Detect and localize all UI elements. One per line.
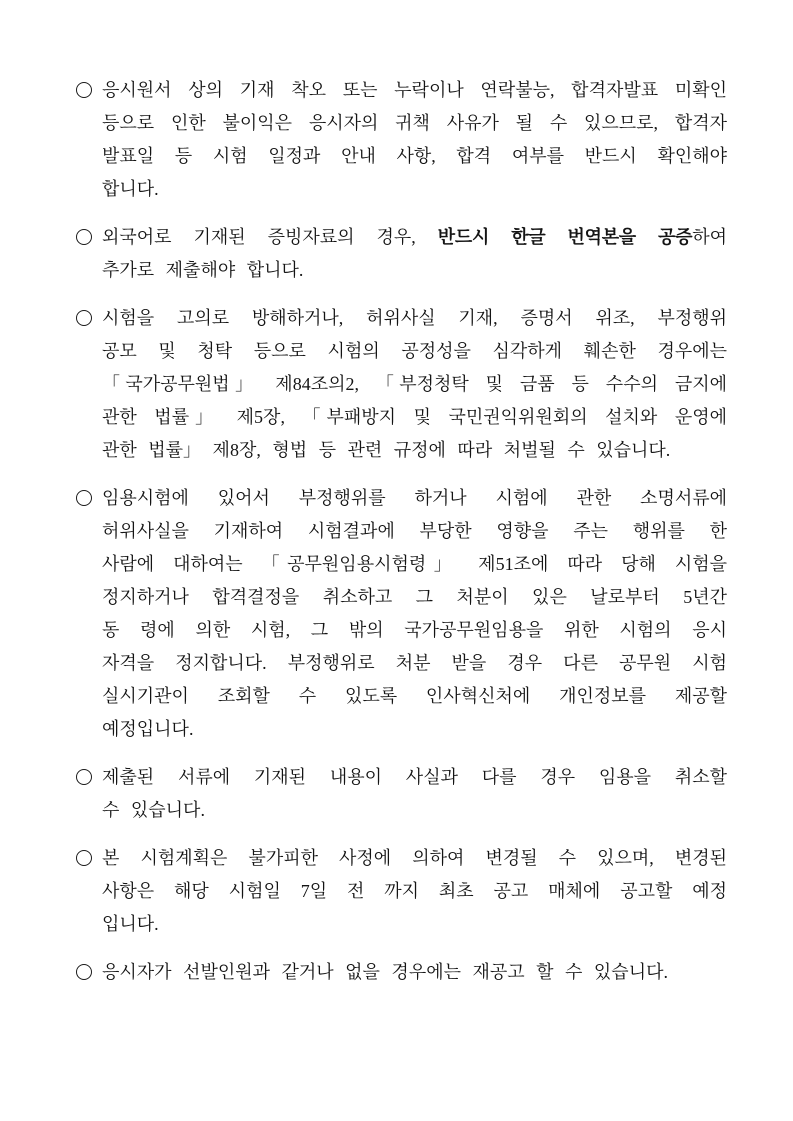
bullet-item bbox=[76, 221, 727, 287]
notice-text-line: 응시원서 상의 기재 착오 또는 누락이나 연락불능, 합격자발표 미확인 bbox=[102, 80, 727, 100]
notice-text-line: 「국가공무원법」 제84조의2, 「부정청탁 및 금품 등 수수의 금지에 bbox=[102, 374, 727, 394]
notice-text-line: 실시기관이 조회할 수 있도록 인사혁신처에 개인정보를 제공할 bbox=[102, 686, 727, 706]
notice-text-line: 정지하거나 합격결정을 취소하고 그 처분이 있은 날로부터 5년간 bbox=[102, 587, 727, 607]
bullet-item bbox=[76, 74, 727, 206]
bold-text-segment: 반드시 한글 번역본을 공증 bbox=[437, 227, 693, 247]
bullet-item bbox=[76, 842, 727, 941]
bullet-item bbox=[76, 482, 727, 746]
bullet-item bbox=[76, 302, 727, 467]
bullet-text-block bbox=[102, 761, 727, 827]
circle-bullet-icon bbox=[76, 82, 92, 98]
circle-bullet-icon bbox=[76, 964, 92, 980]
notice-text-line: 관한 법률」 제5장, 「부패방지 및 국민권익위원회의 설치와 운영에 bbox=[102, 407, 727, 427]
notice-text-line: 합니다. bbox=[102, 179, 159, 199]
bullet-item bbox=[76, 761, 727, 827]
circle-bullet-icon bbox=[76, 490, 92, 506]
circle-bullet-icon bbox=[76, 229, 92, 245]
notice-text-line: 입니다. bbox=[102, 914, 159, 934]
bullet-text-block bbox=[102, 956, 727, 989]
notice-text-line: 사람에 대하여는 「공무원임용시험령」 제51조에 따라 당해 시험을 bbox=[102, 554, 727, 574]
circle-bullet-icon bbox=[76, 769, 92, 785]
text-segment: 하여 bbox=[692, 227, 728, 247]
bullet-text-block bbox=[102, 482, 727, 746]
notice-text-line: 추가로 제출해야 합니다. bbox=[102, 260, 304, 280]
bullet-item bbox=[76, 956, 727, 989]
notice-text-line: 등으로 인한 불이익은 응시자의 귀책 사유가 될 수 있으므로, 합격자 bbox=[102, 113, 727, 133]
bullet-text-block bbox=[102, 842, 727, 941]
notice-text-line: 시험을 고의로 방해하거나, 허위사실 기재, 증명서 위조, 부정행위 bbox=[102, 308, 727, 328]
notice-text-line: 자격을 정지합니다. 부정행위로 처분 받을 경우 다른 공무원 시험 bbox=[102, 653, 727, 673]
notice-text-line bbox=[102, 221, 727, 254]
notice-text-line: 공모 및 청탁 등으로 시험의 공정성을 심각하게 훼손한 경우에는 bbox=[102, 341, 727, 361]
text-segment: 외국어로 기재된 증빙자료의 경우, bbox=[102, 227, 416, 247]
circle-bullet-icon bbox=[76, 310, 92, 326]
notice-text-line: 발표일 등 시험 일정과 안내 사항, 합격 여부를 반드시 확인해야 bbox=[102, 146, 727, 166]
notice-text-line: 예정입니다. bbox=[102, 719, 194, 739]
bullet-text-block bbox=[102, 302, 727, 467]
notice-text-line: 임용시험에 있어서 부정행위를 하거나 시험에 관한 소명서류에 bbox=[102, 488, 727, 508]
bullet-text-block bbox=[102, 74, 727, 206]
notice-text-line: 허위사실을 기재하여 시험결과에 부당한 영향을 주는 행위를 한 bbox=[102, 521, 727, 541]
notice-text-line: 관한 법률」 제8장, 형법 등 관련 규정에 따라 처벌될 수 있습니다. bbox=[102, 440, 671, 460]
bullet-text-block bbox=[102, 221, 727, 287]
notice-text-line: 본 시험계획은 불가피한 사정에 의하여 변경될 수 있으며, 변경된 bbox=[102, 848, 727, 868]
notice-text-line: 사항은 해당 시험일 7일 전 까지 최초 공고 매체에 공고할 예정 bbox=[102, 881, 727, 901]
circle-bullet-icon bbox=[76, 850, 92, 866]
notice-text-line: 동 령에 의한 시험, 그 밖의 국가공무원임용을 위한 시험의 응시 bbox=[102, 620, 727, 640]
notice-text-line: 수 있습니다. bbox=[102, 800, 205, 820]
notice-text-line: 제출된 서류에 기재된 내용이 사실과 다를 경우 임용을 취소할 bbox=[102, 767, 727, 787]
notice-text-line: 응시자가 선발인원과 같거나 없을 경우에는 재공고 할 수 있습니다. bbox=[102, 962, 668, 982]
